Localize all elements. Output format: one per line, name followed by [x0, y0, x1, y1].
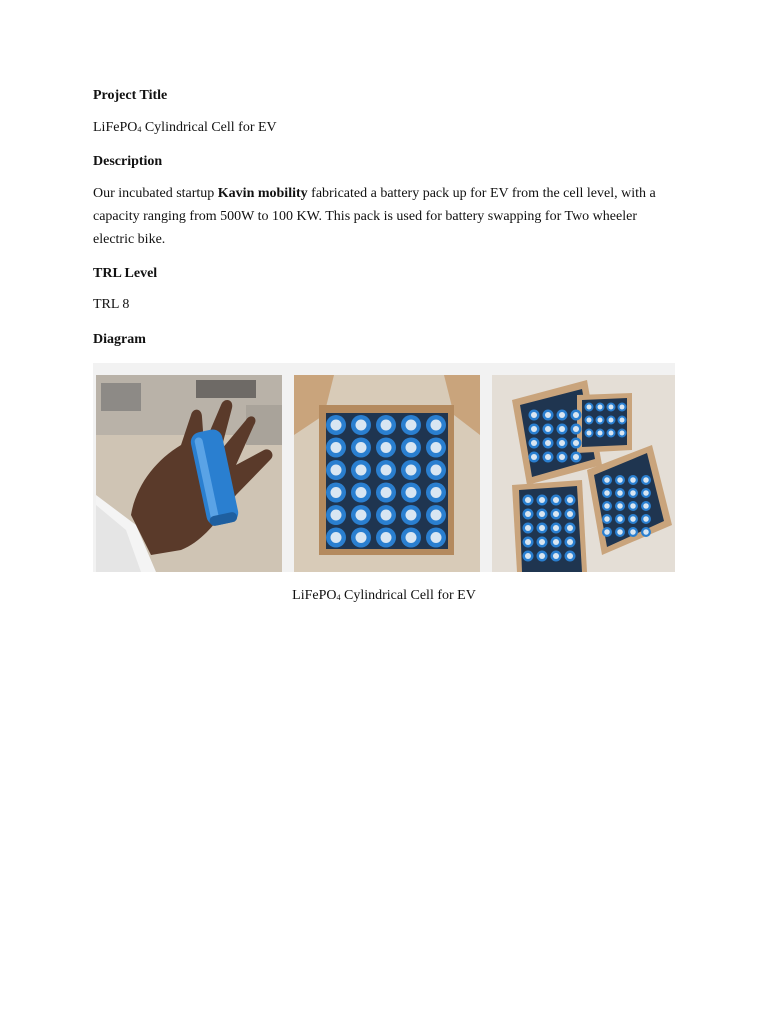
description-paragraph: [93, 182, 673, 251]
company-name: Kavin mobility: [217, 186, 308, 201]
diagram-heading: Diagram: [93, 332, 146, 347]
caption-subscript: 4: [336, 593, 341, 602]
project-title-main: LiFePO: [93, 120, 138, 135]
project-title-subscript: 4: [137, 125, 142, 134]
trl-value: TRL 8: [93, 297, 130, 312]
project-title-heading: Project Title: [93, 88, 168, 103]
multiple-boxes-photo: [492, 375, 675, 572]
trl-heading: TRL Level: [93, 266, 158, 281]
boxed-cells-photo: [294, 375, 480, 572]
caption-rest: Cylindrical Cell for EV: [340, 588, 476, 603]
description-post: fabricated a battery pack up for EV from the cell level, with a capacity ranging from 500W to 100 KW. This pack is used for battery swapping for Two wheeler electric bike.: [93, 186, 656, 247]
description-pre: Our incubated startup: [93, 186, 218, 201]
caption-main: LiFePO: [292, 588, 337, 603]
figure-caption: [0, 587, 768, 605]
project-title-text: [93, 116, 277, 139]
diagram-figure: [93, 363, 675, 572]
hand-holding-cell-photo: [96, 375, 282, 572]
description-heading: Description: [93, 154, 163, 169]
project-title-rest: Cylindrical Cell for EV: [141, 120, 277, 135]
